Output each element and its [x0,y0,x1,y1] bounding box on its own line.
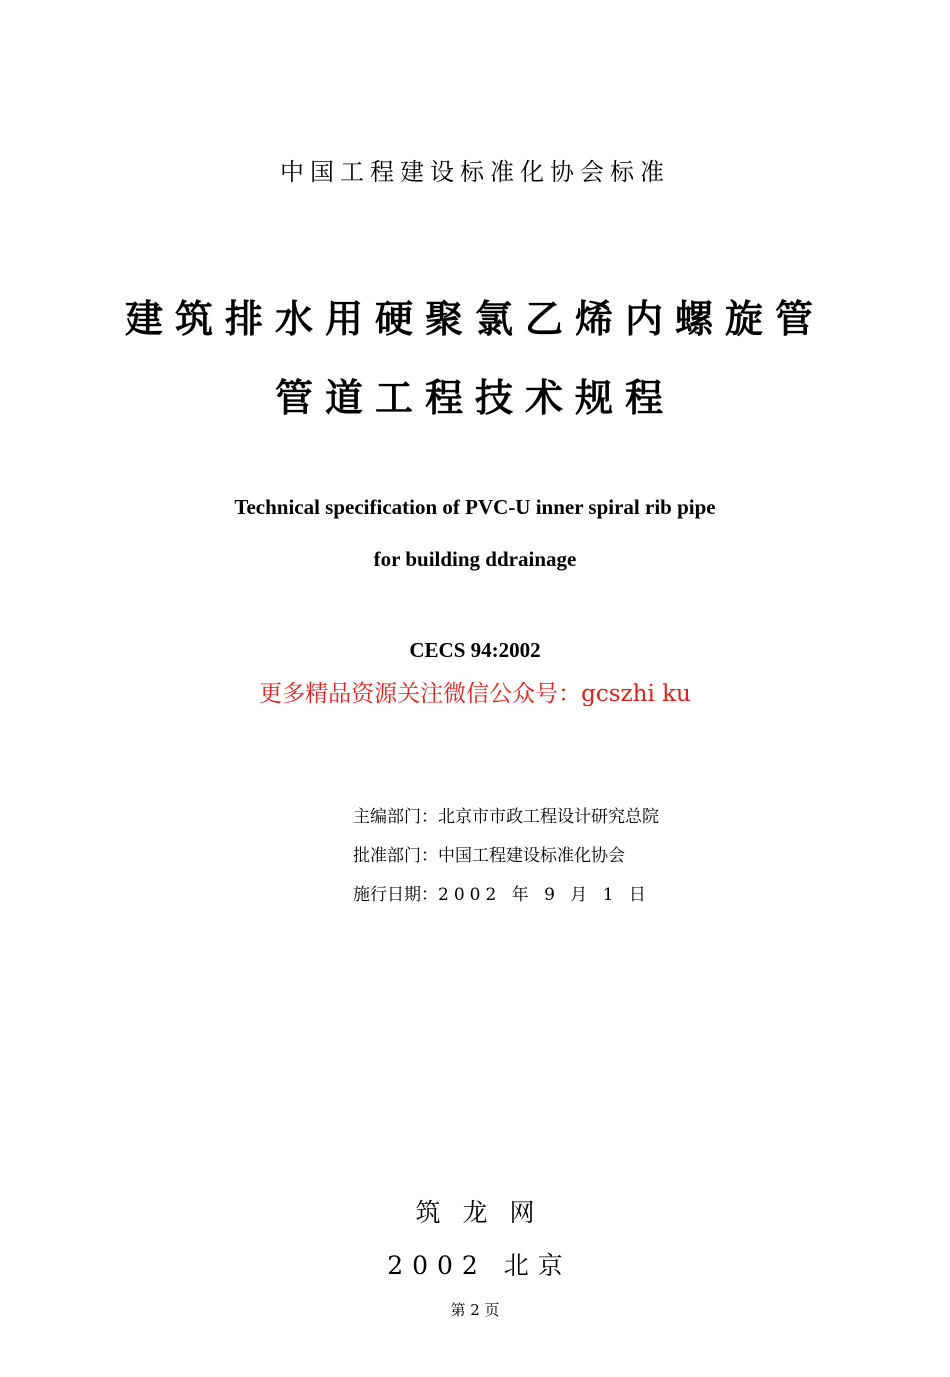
standard-code: CECS 94:2002 [409,638,541,662]
info-row-editor [353,802,659,827]
publication-year-city: 2002 北京 [387,1251,572,1280]
info-row-approver [353,841,625,866]
english-title-line-2: for building ddrainage [373,547,577,571]
info-label: 批准部门： [353,846,438,866]
publisher-name: 筑龙网 [415,1198,557,1227]
info-value: 2002 年 9 月 1 日 [438,885,651,905]
english-title-line-1: Technical specification of PVC-U inner spiral rib pipe [234,495,716,519]
info-label: 主编部门： [353,807,438,827]
info-value: 北京市市政工程设计研究总院 [438,807,659,827]
document-title-line-2: 管道工程技术规程 [274,376,675,420]
promo-text: 更多精品资源关注微信公众号：gcszhi ku [259,681,691,707]
organization-title: 中国工程建设标准化协会标准 [280,158,670,186]
document-title-line-1: 建筑排水用硬聚氯乙烯内螺旋管 [124,297,825,341]
info-row-effective-date [353,880,651,905]
info-label: 施行日期： [353,885,438,905]
page-number: 第 2 页 [450,1301,500,1319]
info-value: 中国工程建设标准化协会 [438,846,625,866]
